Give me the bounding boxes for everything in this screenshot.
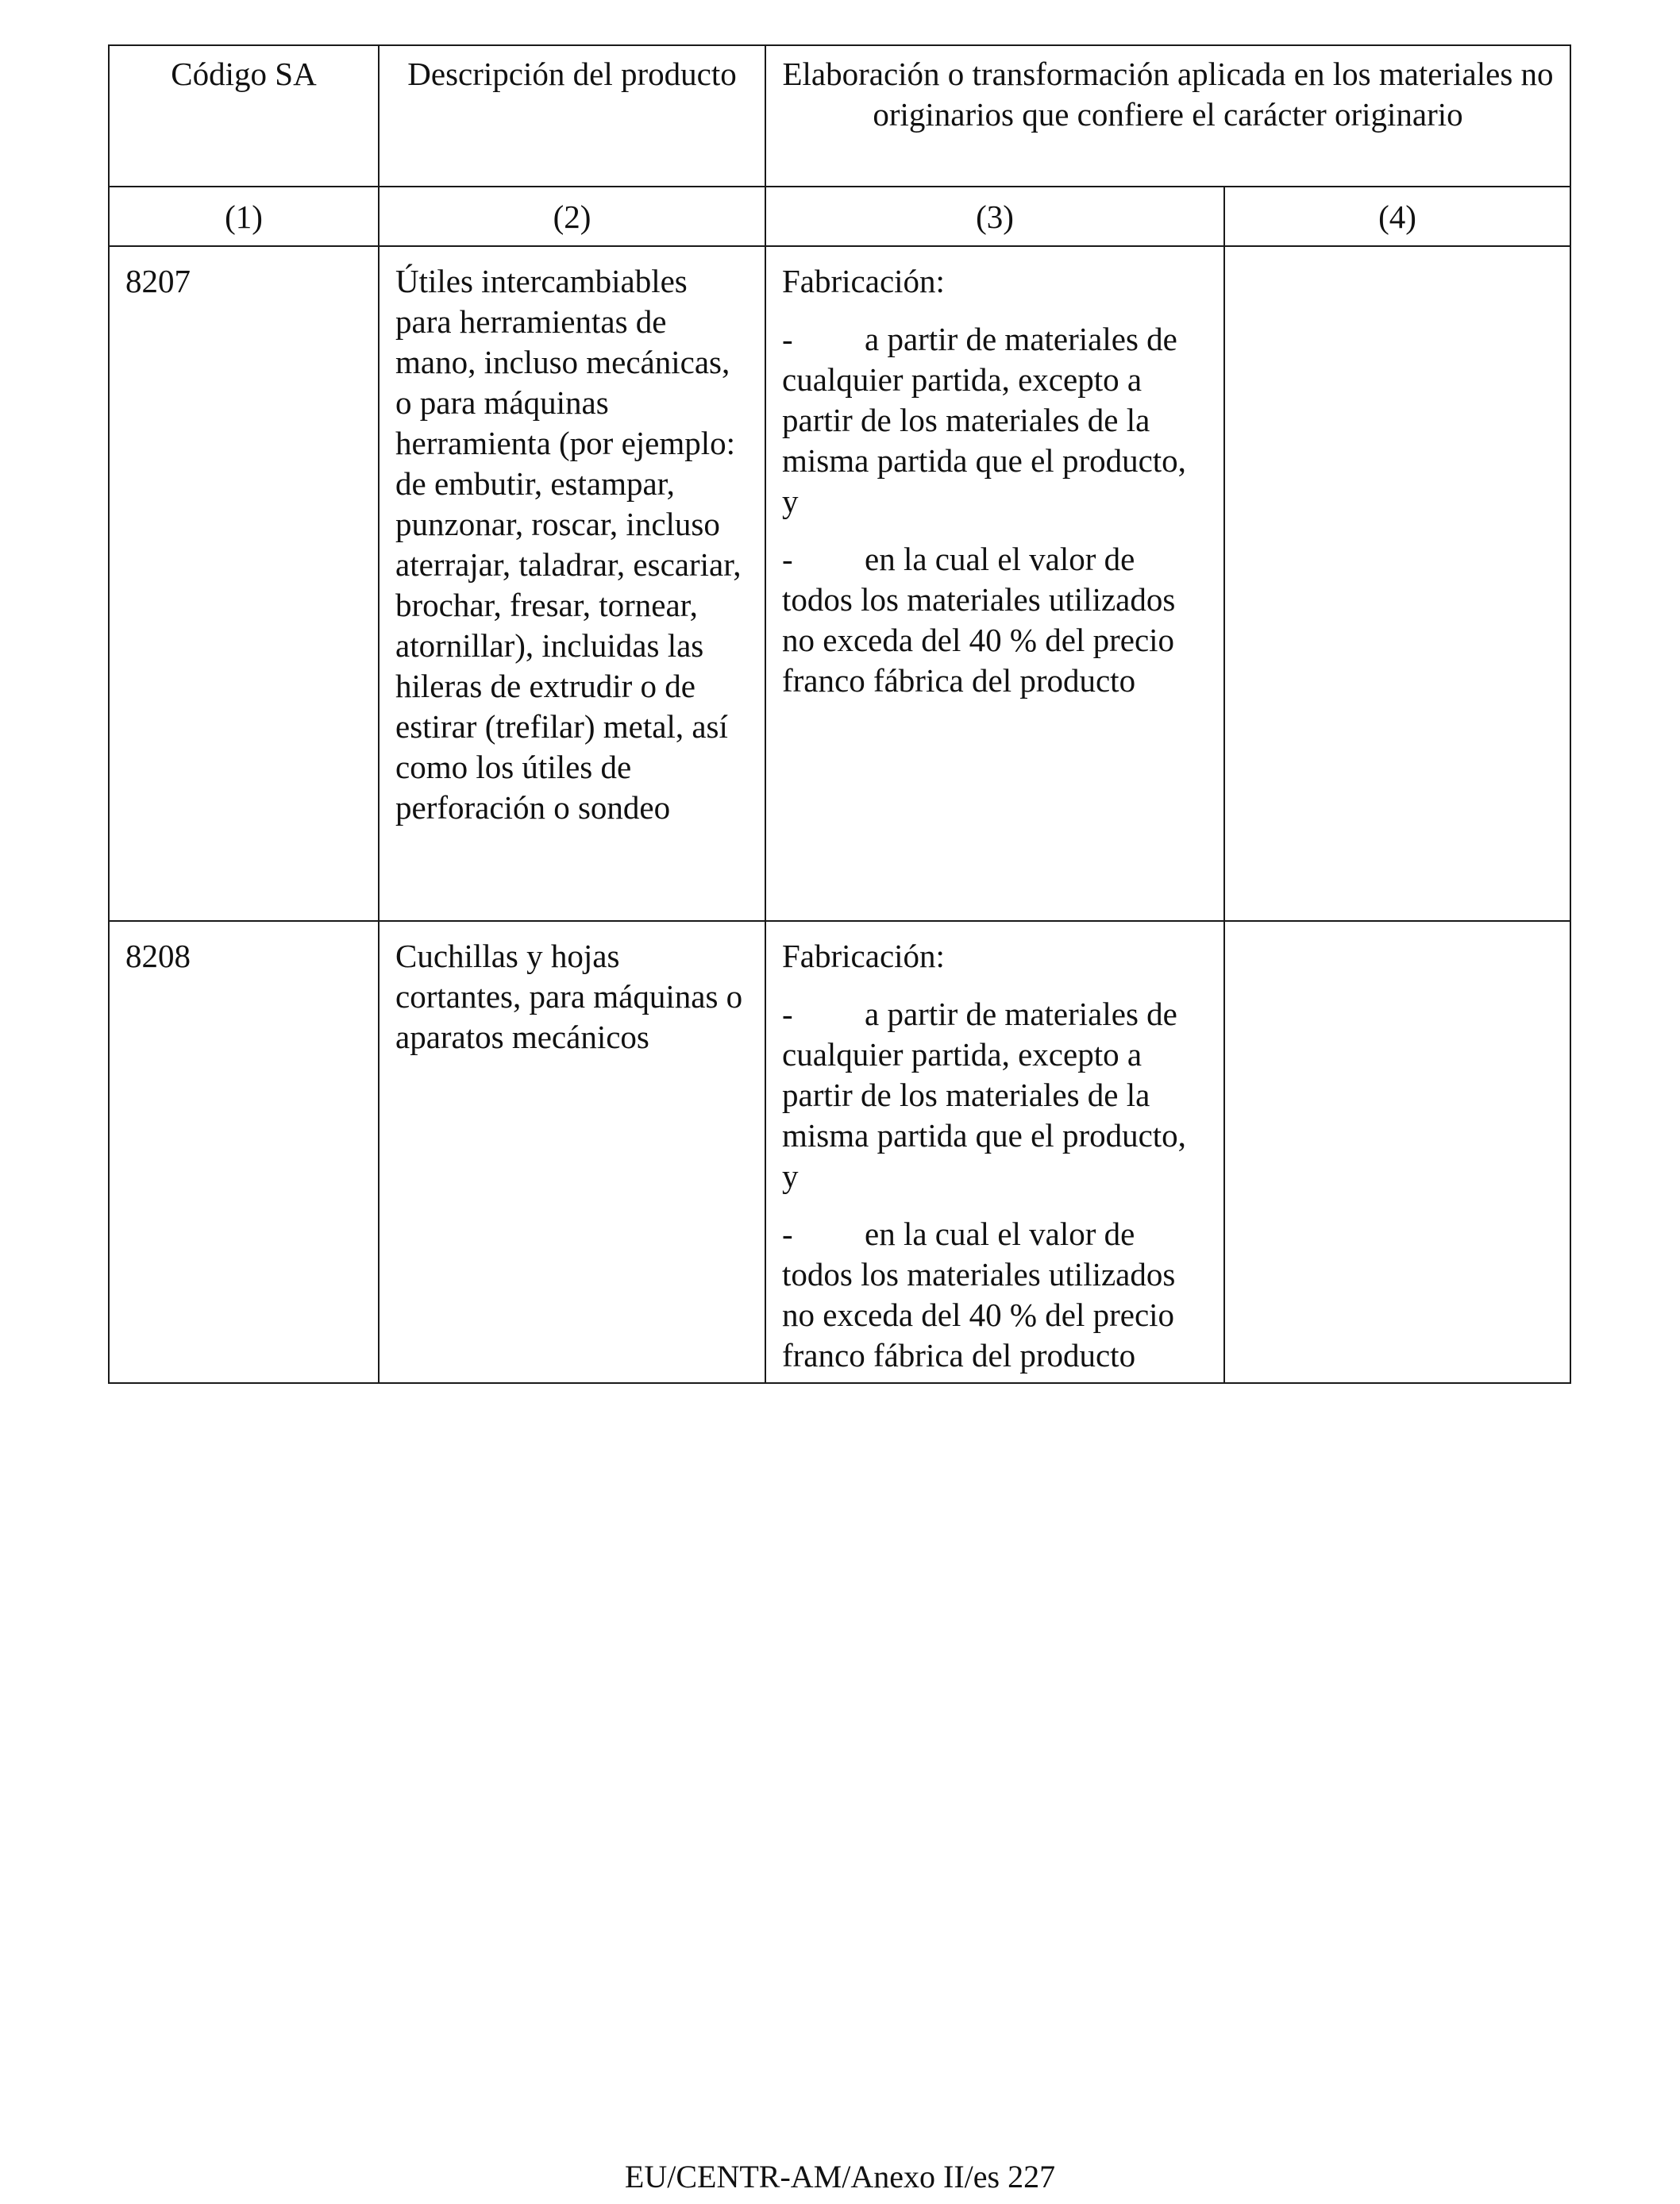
step-dash: - (782, 541, 793, 577)
table-row (109, 921, 1570, 1383)
column-number-row (109, 187, 1570, 246)
step-text: a partir de materiales de cualquier partida, excepto a partir de los materiales de la misma partida que el producto, y (782, 996, 1186, 1194)
column-4-cell (1224, 246, 1570, 921)
processing-step (782, 994, 1208, 1196)
processing-cell (765, 921, 1224, 1383)
column-number: (3) (765, 187, 1224, 246)
header-code: Código SA (109, 45, 379, 187)
hs-code-cell: 8208 (109, 921, 379, 1383)
hs-code-cell: 8207 (109, 246, 379, 921)
step-dash: - (782, 321, 793, 357)
page-footer: EU/CENTR-AM/Anexo II/es 227 (624, 2159, 1056, 2194)
table-row (109, 246, 1570, 921)
rules-of-origin-table (108, 44, 1571, 1384)
header-description: Descripción del producto (379, 45, 765, 187)
column-number: (4) (1224, 187, 1570, 246)
step-text: a partir de materiales de cualquier partida, excepto a partir de los materiales de la misma partida que el producto, y (782, 321, 1186, 519)
processing-step (782, 539, 1208, 701)
column-number: (2) (379, 187, 765, 246)
product-description-cell: Útiles intercambiables para herramientas de mano, incluso mecánicas, o para máquinas herramienta (por ejemplo: de embutir, estampar, punzonar, roscar, incluso aterrajar, taladrar, escariar, brochar, fresar, tornear, atornillar), incluidas las hileras de extrudir o de estirar (trefilar) metal, así como los útiles de perforación o sondeo (379, 246, 765, 921)
column-4-cell (1224, 921, 1570, 1383)
column-number: (1) (109, 187, 379, 246)
processing-step (782, 319, 1208, 522)
processing-lead: Fabricación: (782, 938, 945, 974)
step-dash: - (782, 996, 793, 1032)
step-text: en la cual el valor de todos los materiales utilizados no exceda del 40 % del precio franco fábrica del producto (782, 541, 1176, 699)
product-description-cell: Cuchillas y hojas cortantes, para máquinas o aparatos mecánicos (379, 921, 765, 1383)
header-row (109, 45, 1570, 187)
step-dash: - (782, 1216, 793, 1252)
processing-cell (765, 246, 1224, 921)
header-processing: Elaboración o transformación aplicada en los materiales no originarios que confiere el carácter originario (765, 45, 1570, 187)
processing-step (782, 1214, 1208, 1376)
processing-lead: Fabricación: (782, 263, 945, 299)
step-text: en la cual el valor de todos los materiales utilizados no exceda del 40 % del precio franco fábrica del producto (782, 1216, 1176, 1374)
